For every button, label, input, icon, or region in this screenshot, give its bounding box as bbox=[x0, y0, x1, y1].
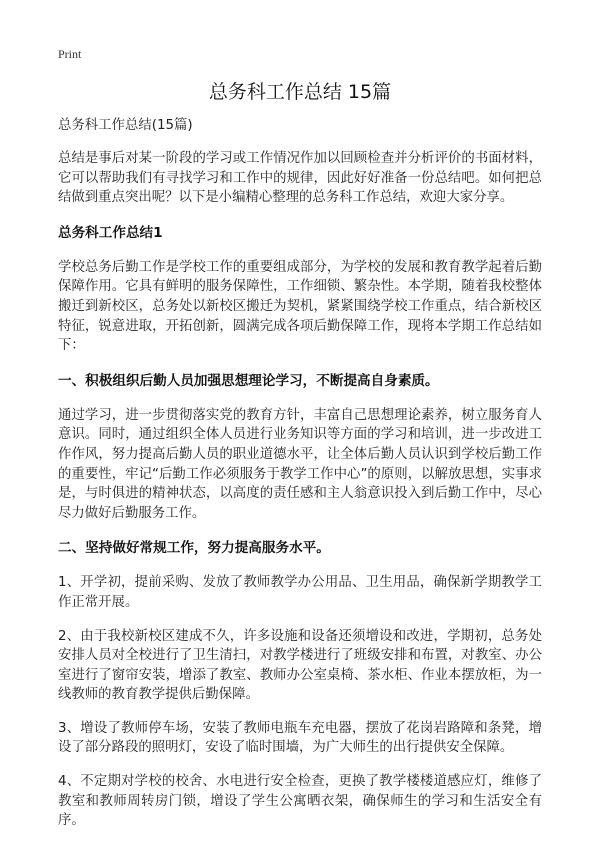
section1-intro-paragraph: 学校总务后勤工作是学校工作的重要组成部分，为学校的发展和教育教学起着后勤保障作用。它具有鲜明的服务保障性，工作细锁、繁杂性。本学期，随着我校整体搬迁到新校区，总务处以新校区搬迁为契机，紧紧围绕学校工作重点，结合新校区特征，锐意进取，开拓创新，圆满完成各项后勤保障工作，现将本学期工作总结如下： bbox=[58, 259, 542, 354]
list-item: 1、开学初，提前采购、发放了教师教学办公用品、卫生用品，确保新学期教学工作正常开展。 bbox=[58, 575, 542, 610]
document-body bbox=[58, 117, 542, 845]
list-item: 3、增设了教师停车场，安装了教师电瓶车充电器，摆放了花岗岩路障和条凳，增设了部分路段的照明灯，安设了临时围墙，为广大师生的出行提供安全保障。 bbox=[58, 720, 542, 756]
heading-2: 二、坚持做好常规工作，努力提高服务水平。 bbox=[58, 540, 330, 557]
heading-1: 一、积极组织后勤人员加强思想理论学习，不断提高自身素质。 bbox=[58, 372, 439, 389]
heading1-paragraph: 通过学习，进一步贯彻落实党的教育方针，丰富自己思想理论素养，树立服务育人意识。同时，通过组织全体人员进行业务知识等方面的学习和培训，进一步改进工作作风，努力提高后勤人员的职业道德水平，让全体后勤人员认识到学校后勤工作的重要性，牢记“后勤工作必须服务于教学工作中心”的原则，以解放思想，实事求是，与时俱进的精神状态，以高度的责任感和主人翁意识投入到后勤工作中，尽心尽力做好后勤服务工作。 bbox=[58, 407, 542, 521]
section-title-1: 总务科工作总结1 bbox=[58, 224, 163, 241]
document-subtitle: 总务科工作总结(15篇) bbox=[58, 118, 193, 133]
list-item: 4、不定期对学校的校舍、水电进行安全检查，更换了教学楼楼道感应灯，维修了教室和教师周转房门锁，增设了学生公寓晒衣架，确保师生的学习和生活安全有序。 bbox=[58, 774, 542, 829]
intro-paragraph: 总结是事后对某一阶段的学习或工作情况作加以回顾检查并分析评价的书面材料，它可以帮助我们有寻找学习和工作中的规律，因此好好准备一份总结吧。如何把总结做到重点突出呢？以下是小编精心整理的总务科工作总结，欢迎大家分享。 bbox=[58, 151, 542, 206]
print-label: Print bbox=[58, 47, 82, 61]
list-item: 2、由于我校新校区建成不久，许多设施和设备还须增设和改进，学期初，总务处安排人员对全校进行了卫生清扫，对教学楼进行了班级安排和布置，对教室、办公室进行了窗帘安装，增添了教室、教师办公室桌椅、茶水柜、作业本摆放柜，为一线教师的教育教学提供后勤保障。 bbox=[58, 628, 542, 703]
page-title: 总务科工作总结 15篇 bbox=[208, 81, 392, 103]
